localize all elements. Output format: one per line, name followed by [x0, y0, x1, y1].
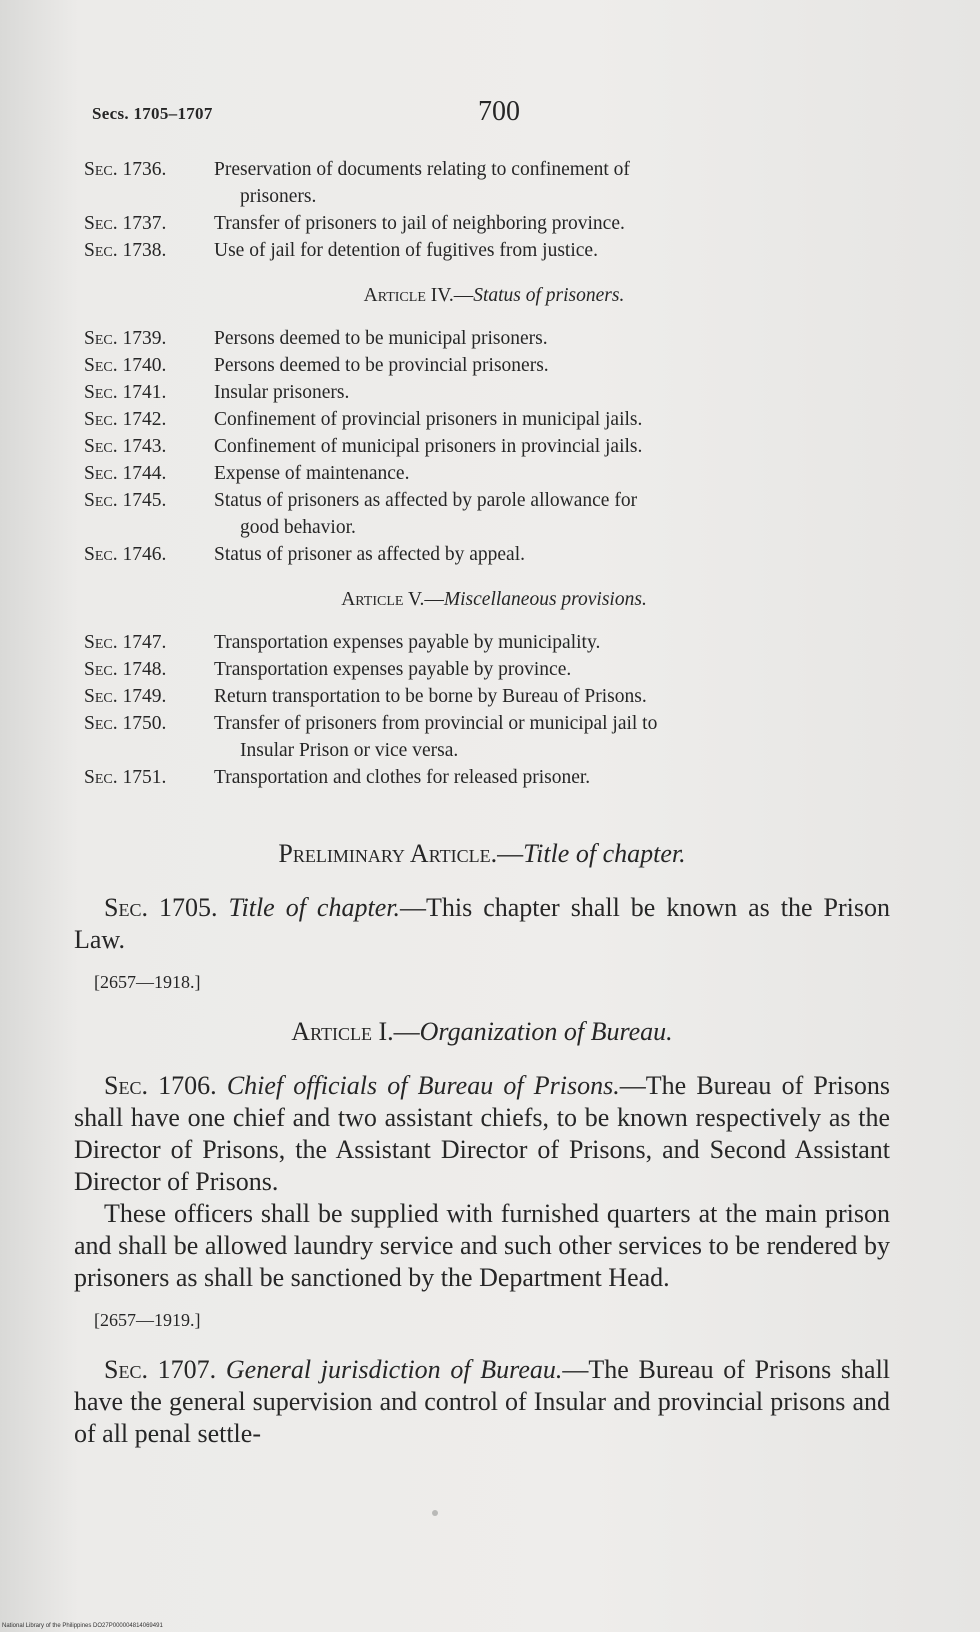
- toc-entry: [84, 325, 904, 352]
- article-title: Status of prisoners.: [473, 285, 625, 306]
- section-text: —This chapter shall be known as the Prison Law.: [74, 893, 890, 954]
- toc-section-number: Sec. 1741.: [84, 382, 167, 403]
- toc-title-line: Status of prisoners as affected by parole allowance for: [214, 490, 638, 511]
- toc-section-number: Sec. 1738.: [84, 240, 167, 261]
- toc-entry: [84, 710, 904, 764]
- section-text: —The Bureau of Prisons shall have the general supervision and control of Insular and provincial prisons and of all penal settle-: [74, 1355, 891, 1448]
- page-number: 700: [478, 96, 520, 127]
- toc-section-title: [214, 433, 904, 460]
- toc-entry: [84, 352, 904, 379]
- toc-section-number: Sec. 1739.: [84, 328, 167, 349]
- section-1706-paragraph-2: These officers shall be supplied with furnished quarters at the main prison and shall be allowed laundry service and such other services to be rendered by prisoners as shall be sanctioned by the Department Head.: [74, 1199, 890, 1292]
- toc-title-line: Return transportation to be borne by Bureau of Prisons.: [214, 686, 647, 707]
- toc-section-title: [214, 656, 904, 683]
- article-title: Miscellaneous provisions.: [443, 589, 647, 610]
- toc-section-title: [214, 683, 904, 710]
- article-title: Title of chapter.: [523, 839, 686, 868]
- section-reference: [2657—1919.]: [94, 1310, 201, 1330]
- toc-entry: [84, 406, 904, 433]
- toc-title-line: Status of prisoner as affected by appeal.: [214, 544, 525, 565]
- toc-section-title: [214, 237, 904, 264]
- toc-section-title: [214, 210, 904, 237]
- toc-section-title: [214, 541, 904, 568]
- toc-entry: [84, 683, 904, 710]
- toc-entry: [84, 629, 904, 656]
- toc-section-number: Sec. 1744.: [84, 463, 167, 484]
- toc-section-title: [214, 406, 904, 433]
- toc-section-number: Sec. 1743.: [84, 436, 167, 457]
- toc-section-title: [214, 764, 904, 791]
- toc-title-line: Persons deemed to be provincial prisoners.: [214, 355, 549, 376]
- article-title: Organization of Bureau.: [419, 1017, 673, 1046]
- toc-title-line: Transfer of prisoners from provincial or municipal jail to: [214, 713, 658, 734]
- article-i-heading: [74, 1016, 890, 1048]
- scan-speck: [432, 1510, 438, 1516]
- toc-title-line: Expense of maintenance.: [214, 463, 410, 484]
- section-reference: [2657—1918.]: [94, 972, 201, 992]
- toc-section-number: Sec. 1742.: [84, 409, 167, 430]
- toc-section-title: [214, 487, 904, 541]
- toc-section-title: [214, 629, 904, 656]
- toc-entry: [84, 210, 904, 237]
- toc-section-number: Sec. 1745.: [84, 490, 167, 511]
- toc-title-line: Persons deemed to be municipal prisoners.: [214, 328, 548, 349]
- toc-title-line: Confinement of provincial prisoners in municipal jails.: [214, 409, 643, 430]
- toc-section-number: Sec. 1748.: [84, 659, 167, 680]
- toc-title-continuation: prisoners.: [240, 186, 317, 207]
- toc-section-number: Sec. 1751.: [84, 767, 167, 788]
- article-iv-heading: [84, 282, 904, 309]
- toc-title-line: Transfer of prisoners to jail of neighboring province.: [214, 213, 625, 234]
- toc-group-article-v: [84, 629, 904, 791]
- toc-entry: [84, 156, 904, 210]
- section-1706: [74, 1070, 890, 1198]
- toc-section-title: [214, 325, 904, 352]
- toc-entry: [84, 541, 904, 568]
- table-of-contents: [84, 156, 904, 791]
- toc-title-line: Transportation expenses payable by province.: [214, 659, 572, 680]
- toc-entry: [84, 460, 904, 487]
- toc-title-line: Transportation and clothes for released prisoner.: [214, 767, 591, 788]
- toc-section-title: [214, 156, 904, 210]
- toc-entry: [84, 656, 904, 683]
- section-title: Title of chapter.: [228, 893, 400, 922]
- toc-group-article-iv: [84, 325, 904, 568]
- toc-title-line: Confinement of municipal prisoners in provincial jails.: [214, 436, 643, 457]
- toc-section-number: Sec. 1740.: [84, 355, 167, 376]
- toc-title-line: Preservation of documents relating to confinement of: [214, 159, 630, 180]
- toc-section-number: Sec. 1749.: [84, 686, 167, 707]
- section-number: Sec. 1706.: [104, 1071, 217, 1100]
- toc-section-title: [214, 352, 904, 379]
- toc-title-line: Transportation expenses payable by municipality.: [214, 632, 601, 653]
- section-text: —The Bureau of Prisons shall have one chief and two assistant chiefs, to be known respectively as the Director of Prisons, the Assistant Director of Prisons, and Second Assistant Director of Prisons.: [74, 1071, 890, 1196]
- toc-entry: [84, 487, 904, 541]
- article-label: Article V.—: [341, 589, 444, 610]
- article-label: Preliminary Article.—: [278, 839, 524, 868]
- section-number: Sec. 1705.: [104, 893, 218, 922]
- article-label: Article IV.—: [363, 285, 474, 306]
- running-head-sections: Secs. 1705–1707: [92, 104, 213, 123]
- toc-title-continuation: good behavior.: [240, 517, 356, 538]
- section-1707: [74, 1354, 890, 1450]
- section-title: Chief officials of Bureau of Prisons.: [226, 1071, 620, 1100]
- article-v-heading: [84, 586, 904, 613]
- toc-section-title: [214, 379, 904, 406]
- toc-entry: [84, 433, 904, 460]
- section-number: Sec. 1707.: [104, 1355, 217, 1384]
- toc-title-line: Use of jail for detention of fugitives from justice.: [214, 240, 598, 261]
- toc-entry: [84, 237, 904, 264]
- section-1705: [74, 892, 890, 956]
- chapter-body: [74, 838, 890, 1450]
- section-title: General jurisdiction of Bureau.: [225, 1355, 563, 1384]
- page-header: [92, 96, 892, 136]
- scan-footer: National Library of the Philippines DO27P000004814069491: [2, 1623, 163, 1629]
- toc-title-line: Insular prisoners.: [214, 382, 350, 403]
- toc-section-title: [214, 460, 904, 487]
- toc-section-number: Sec. 1747.: [84, 632, 167, 653]
- toc-title-continuation: Insular Prison or vice versa.: [240, 740, 459, 761]
- toc-section-number: Sec. 1737.: [84, 213, 167, 234]
- preliminary-article-heading: [74, 838, 890, 870]
- toc-entry: [84, 764, 904, 791]
- toc-entry: [84, 379, 904, 406]
- toc-section-number: Sec. 1746.: [84, 544, 167, 565]
- toc-section-title: [214, 710, 904, 764]
- toc-group-article-iii: [84, 156, 904, 264]
- toc-section-number: Sec. 1750.: [84, 713, 167, 734]
- article-label: Article I.—: [291, 1017, 420, 1046]
- toc-section-number: Sec. 1736.: [84, 159, 167, 180]
